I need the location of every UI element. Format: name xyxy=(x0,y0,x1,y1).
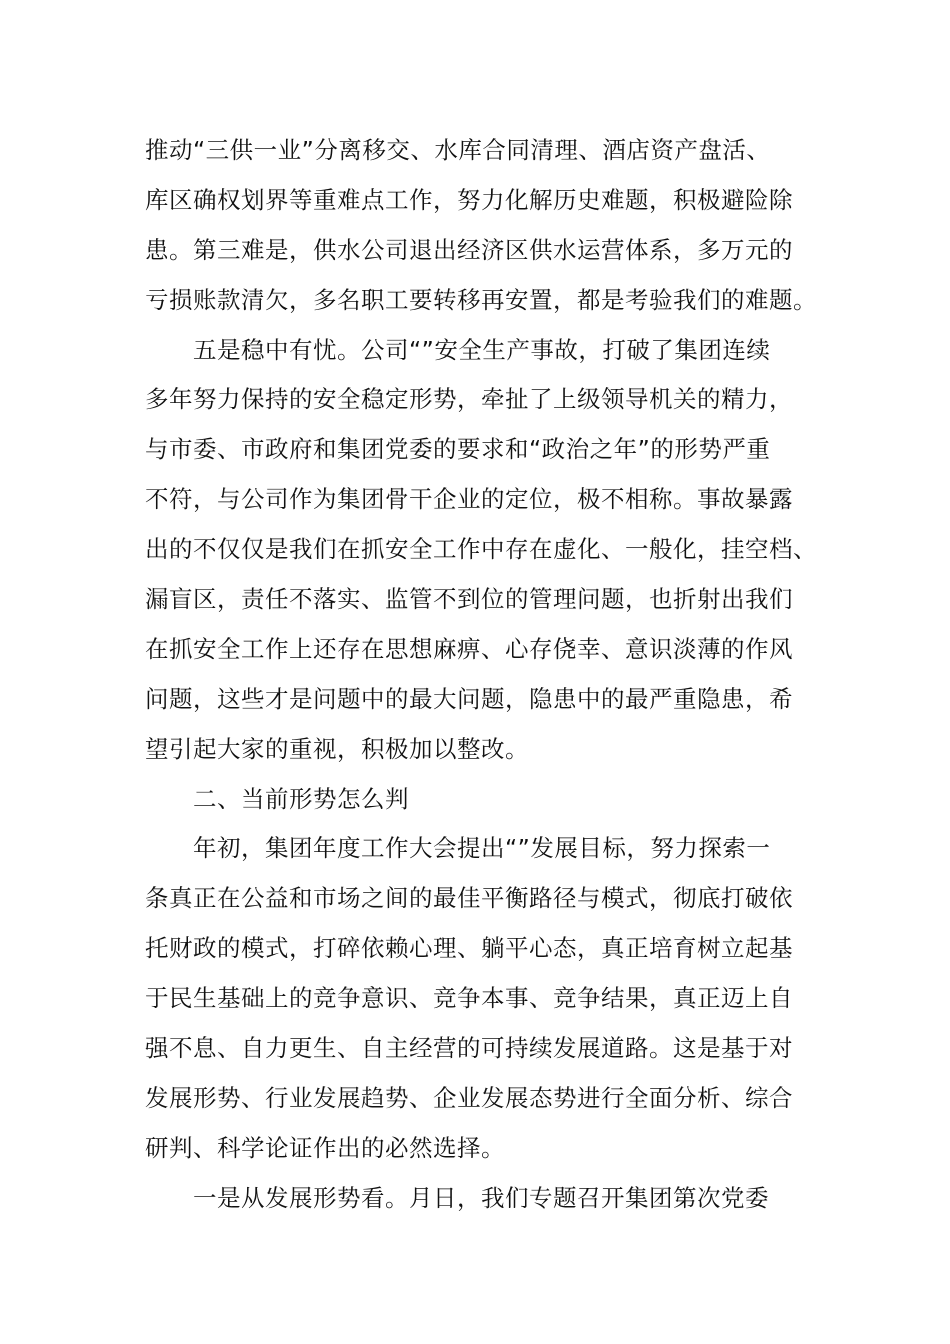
text-line: 漏盲区，责任不落实、监管不到位的管理问题，也折射出我们 xyxy=(145,585,793,614)
paragraph-start-line: 五是稳中有忧。公司“”安全生产事故，打破了集团连续 xyxy=(193,335,771,364)
body-text xyxy=(145,126,817,1224)
text-line: 亏损账款清欠，多名职工要转移再安置，都是考验我们的难题。 xyxy=(145,285,817,314)
paragraph-start-line: 年初，集团年度工作大会提出“”发展目标，努力探索一 xyxy=(193,834,771,863)
paragraph-start-line: 一是从发展形势看。月日，我们专题召开集团第次党委 xyxy=(193,1183,769,1212)
text-line: 库区确权划界等重难点工作，努力化解历史难题，积极避险除 xyxy=(145,185,793,214)
text-line: 在抓安全工作上还存在思想麻痹、心存侥幸、意识淡薄的作风 xyxy=(145,634,793,663)
section-heading: 二、当前形势怎么判 xyxy=(193,784,409,813)
text-line: 望引起大家的重视，积极加以整改。 xyxy=(145,734,529,763)
text-line: 条真正在公益和市场之间的最佳平衡路径与模式，彻底打破依 xyxy=(145,884,793,913)
text-line: 出的不仅仅是我们在抓安全工作中存在虚化、一般化，挂空档、 xyxy=(145,535,817,564)
text-line: 不符，与公司作为集团骨干企业的定位，极不相称。事故暴露 xyxy=(145,485,793,514)
text-line: 托财政的模式，打碎依赖心理、躺平心态，真正培育树立起基 xyxy=(145,934,793,963)
text-line: 问题，这些才是问题中的最大问题，隐患中的最严重隐患，希 xyxy=(145,684,793,713)
text-line: 强不息、自力更生、自主经营的可持续发展道路。这是基于对 xyxy=(145,1034,793,1063)
text-line: 研判、科学论证作出的必然选择。 xyxy=(145,1133,505,1162)
text-line: 多年努力保持的安全稳定形势，牵扯了上级领导机关的精力， xyxy=(145,385,793,414)
text-line: 于民生基础上的竞争意识、竞争本事、竞争结果，真正迈上自 xyxy=(145,984,793,1013)
text-line: 推动“三供一业”分离移交、水库合同清理、酒店资产盘活、 xyxy=(145,136,771,164)
text-line: 患。第三难是，供水公司退出经济区供水运营体系，多万元的 xyxy=(145,235,793,264)
text-line: 与市委、市政府和集团党委的要求和“政治之年”的形势严重 xyxy=(145,435,771,464)
text-line: 发展形势、行业发展趋势、企业发展态势进行全面分析、综合 xyxy=(145,1083,793,1112)
